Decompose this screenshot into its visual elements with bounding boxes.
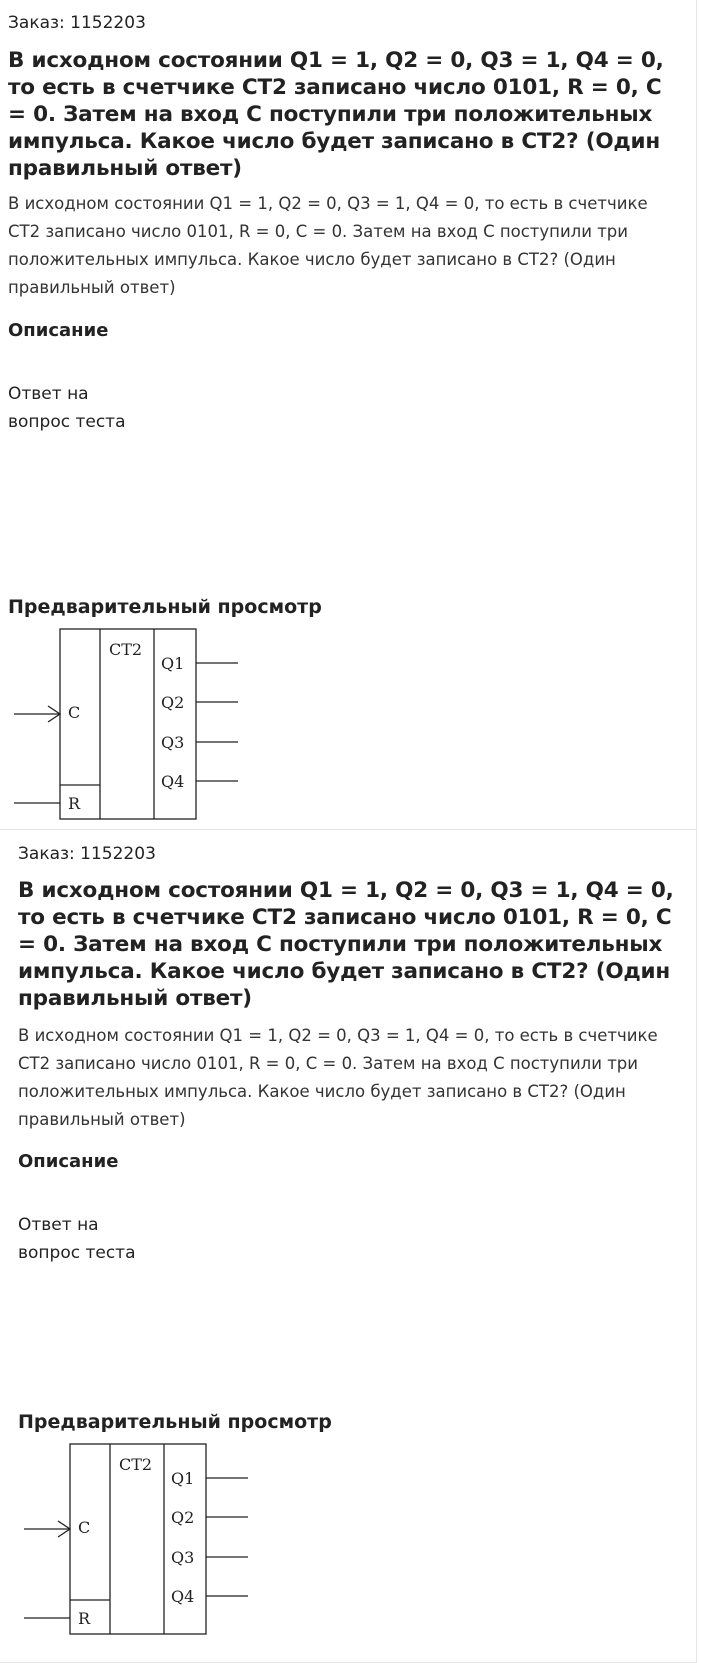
output-q4-label: Q4 (171, 1587, 195, 1606)
input-c-label: C (78, 1518, 91, 1537)
task-title: В исходном состоянии Q1 = 1, Q2 = 0, Q3 = 1, Q4 = 0, то есть в счетчике СТ2 записано число 0101, R = 0, C = 0. Затем на вход С поступили три положительных импульса. Какое число будет записано в СТ2? (Один правильный ответ) (18, 878, 674, 1011)
task-card-2 (0, 830, 697, 1663)
chip-label: CT2 (109, 640, 143, 659)
task-card-1 (0, 0, 697, 830)
description-heading: Описание (18, 1151, 119, 1172)
preview-heading: Предварительный просмотр (18, 1411, 332, 1433)
task-description: В исходном состоянии Q1 = 1, Q2 = 0, Q3 = 1, Q4 = 0, то есть в счетчике СТ2 записано число 0101, R = 0, C = 0. Затем на вход С поступили три положительных импульса. Какое число будет записано в СТ2? (Один правильный ответ) (18, 1026, 658, 1129)
preview-heading: Предварительный просмотр (8, 596, 322, 618)
input-r-label: R (68, 794, 81, 813)
answer-text: Ответ на вопрос теста (18, 1215, 136, 1263)
output-q3-label: Q3 (161, 733, 185, 752)
order-number: Заказ: 1152203 (18, 844, 156, 864)
input-c-label: C (68, 703, 81, 722)
counter-diagram (24, 1440, 254, 1640)
description-heading: Описание (8, 320, 109, 341)
task-title: В исходном состоянии Q1 = 1, Q2 = 0, Q3 = 1, Q4 = 0, то есть в счетчике СТ2 записано число 0101, R = 0, C = 0. Затем на вход С поступили три положительных импульса. Какое число будет записано в СТ2? (Один правильный ответ) (8, 48, 664, 181)
chip-label: CT2 (119, 1455, 153, 1474)
output-q2-label: Q2 (161, 693, 185, 712)
output-q3-label: Q3 (171, 1548, 195, 1567)
output-q1-label: Q1 (161, 654, 185, 673)
output-q1-label: Q1 (171, 1469, 195, 1488)
output-q4-label: Q4 (161, 772, 185, 791)
answer-text: Ответ на вопрос теста (8, 384, 126, 432)
order-number: Заказ: 1152203 (8, 13, 146, 33)
counter-diagram (14, 625, 244, 825)
input-r-label: R (78, 1609, 91, 1628)
output-q2-label: Q2 (171, 1508, 195, 1527)
task-description: В исходном состоянии Q1 = 1, Q2 = 0, Q3 = 1, Q4 = 0, то есть в счетчике СТ2 записано число 0101, R = 0, C = 0. Затем на вход С поступили три положительных импульса. Какое число будет записано в СТ2? (Один правильный ответ) (8, 194, 648, 297)
